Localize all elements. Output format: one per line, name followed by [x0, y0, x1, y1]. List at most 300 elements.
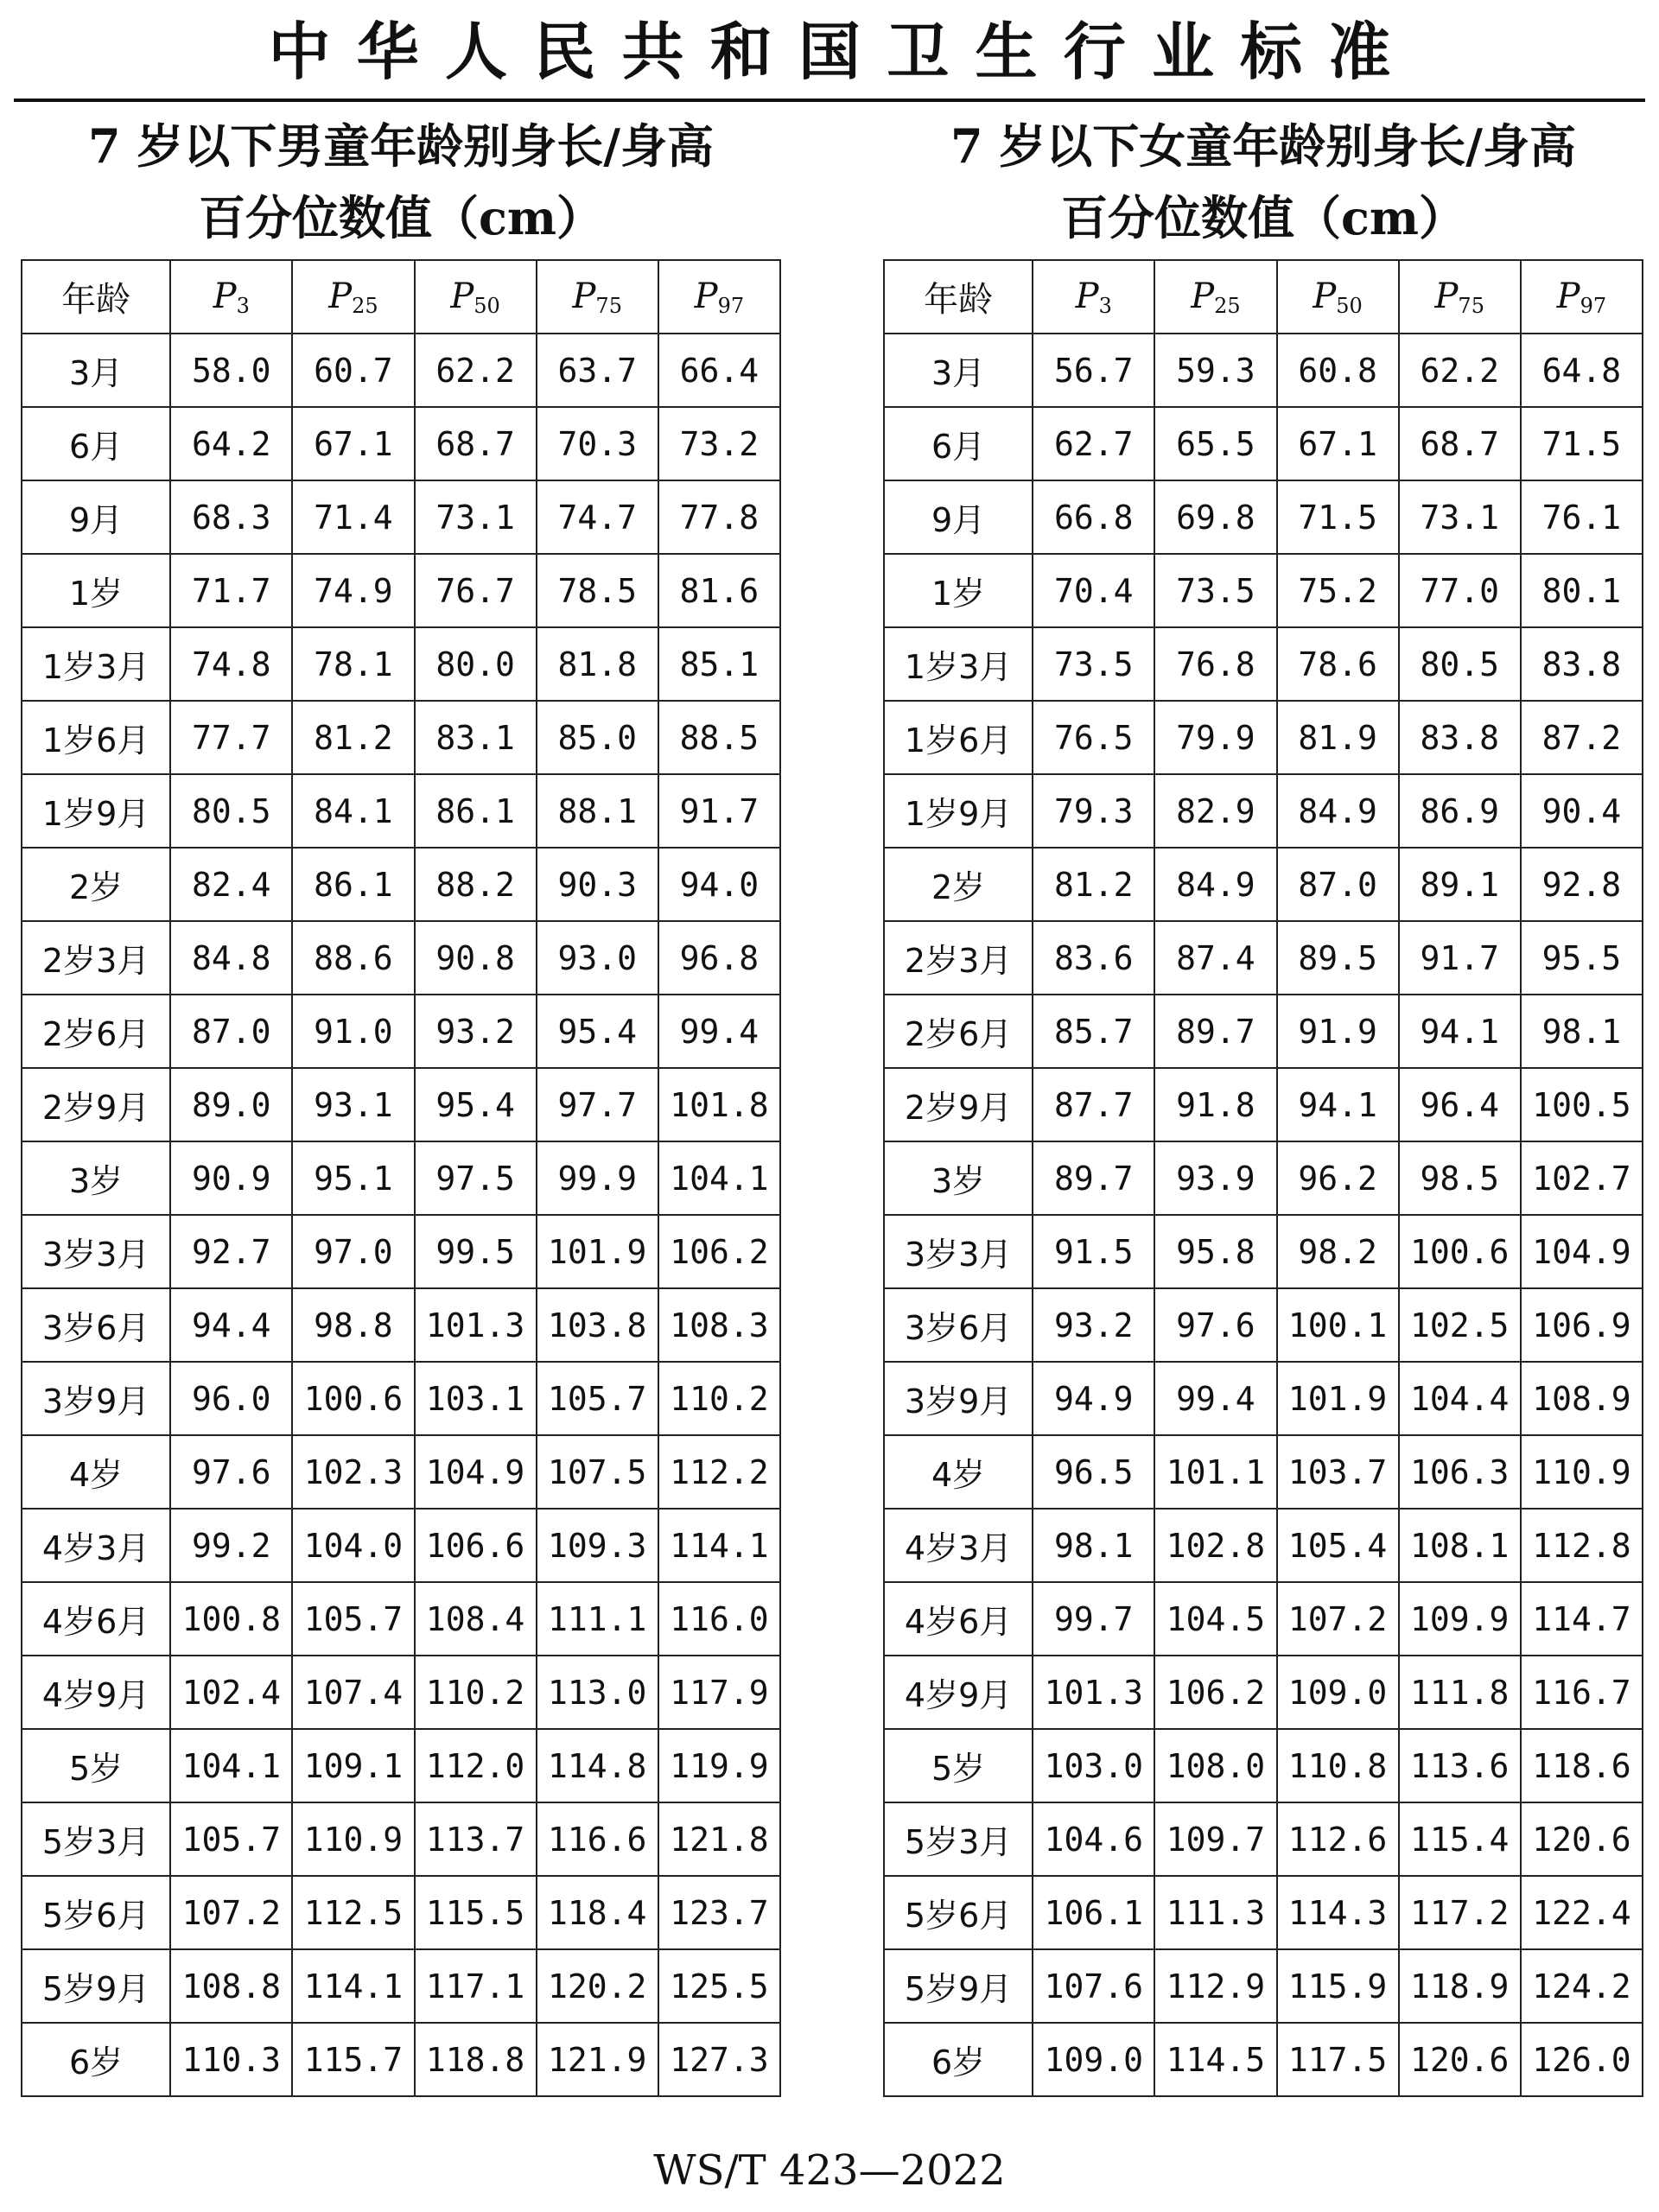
- value-cell: 88.1: [537, 774, 658, 848]
- value-cell: 81.2: [1033, 848, 1154, 921]
- age-cell: 4岁: [22, 1435, 170, 1509]
- table-row: [22, 701, 780, 774]
- table-row: [884, 1288, 1643, 1362]
- age-cell: 2岁6月: [884, 995, 1033, 1068]
- value-cell: 115.9: [1277, 1949, 1399, 2023]
- age-cell: 5岁6月: [884, 1876, 1033, 1949]
- value-cell: 68.3: [170, 480, 292, 554]
- value-cell: 97.7: [537, 1068, 658, 1141]
- table-row: [22, 407, 780, 480]
- value-cell: 81.2: [292, 701, 414, 774]
- girls-height-table: [883, 259, 1643, 2097]
- value-cell: 110.3: [170, 2023, 292, 2096]
- value-cell: 95.1: [292, 1141, 414, 1215]
- value-cell: 104.1: [658, 1141, 780, 1215]
- age-cell: 3岁: [884, 1141, 1033, 1215]
- value-cell: 90.8: [415, 921, 537, 995]
- value-cell: 71.5: [1277, 480, 1399, 554]
- value-cell: 104.5: [1154, 1582, 1276, 1656]
- value-cell: 98.1: [1521, 995, 1643, 1068]
- value-cell: 102.5: [1399, 1288, 1521, 1362]
- value-cell: 120.6: [1399, 2023, 1521, 2096]
- value-cell: 93.9: [1154, 1141, 1276, 1215]
- value-cell: 101.3: [1033, 1656, 1154, 1729]
- table-row: [22, 1141, 780, 1215]
- percentile-subscript: 97: [1580, 293, 1607, 318]
- table-row: [884, 848, 1643, 921]
- value-cell: 83.8: [1521, 627, 1643, 701]
- value-cell: 87.0: [1277, 848, 1399, 921]
- value-cell: 81.9: [1277, 701, 1399, 774]
- value-cell: 117.9: [658, 1656, 780, 1729]
- age-cell: 1岁: [22, 554, 170, 627]
- table-row: [22, 774, 780, 848]
- value-cell: 95.8: [1154, 1215, 1276, 1288]
- value-cell: 118.6: [1521, 1729, 1643, 1802]
- table-row: [884, 995, 1643, 1068]
- value-cell: 106.6: [415, 1509, 537, 1582]
- value-cell: 116.6: [537, 1802, 658, 1876]
- value-cell: 104.6: [1033, 1802, 1154, 1876]
- value-cell: 114.1: [292, 1949, 414, 2023]
- value-cell: 80.5: [170, 774, 292, 848]
- value-cell: 99.2: [170, 1509, 292, 1582]
- value-cell: 73.2: [658, 407, 780, 480]
- value-cell: 83.8: [1399, 701, 1521, 774]
- age-cell: 3岁6月: [22, 1288, 170, 1362]
- value-cell: 98.2: [1277, 1215, 1399, 1288]
- value-cell: 109.0: [1033, 2023, 1154, 2096]
- value-cell: 84.9: [1277, 774, 1399, 848]
- value-cell: 121.8: [658, 1802, 780, 1876]
- value-cell: 64.2: [170, 407, 292, 480]
- value-cell: 106.2: [658, 1215, 780, 1288]
- value-cell: 91.9: [1277, 995, 1399, 1068]
- age-cell: 5岁: [884, 1729, 1033, 1802]
- value-cell: 105.7: [170, 1802, 292, 1876]
- girls-table-subtitle: 百分位数值（cm）: [1060, 190, 1466, 245]
- age-cell: 6岁: [22, 2023, 170, 2096]
- value-cell: 106.9: [1521, 1288, 1643, 1362]
- value-cell: 64.8: [1521, 334, 1643, 407]
- value-cell: 97.6: [1154, 1288, 1276, 1362]
- value-cell: 92.7: [170, 1215, 292, 1288]
- value-cell: 105.4: [1277, 1509, 1399, 1582]
- age-cell: 3岁9月: [884, 1362, 1033, 1435]
- percentile-symbol: $P_3$: [1075, 276, 1112, 318]
- value-cell: 115.5: [415, 1876, 537, 1949]
- value-cell: 84.9: [1154, 848, 1276, 921]
- boys-table-title: 7 岁以下男童年龄别身长/身高: [87, 118, 715, 174]
- value-cell: 77.7: [170, 701, 292, 774]
- age-cell: 3岁3月: [22, 1215, 170, 1288]
- value-cell: 110.8: [1277, 1729, 1399, 1802]
- value-cell: 123.7: [658, 1876, 780, 1949]
- value-cell: 71.7: [170, 554, 292, 627]
- value-cell: 99.4: [1154, 1362, 1276, 1435]
- age-cell: 5岁6月: [22, 1876, 170, 1949]
- age-cell: 1岁3月: [884, 627, 1033, 701]
- value-cell: 87.7: [1033, 1068, 1154, 1141]
- value-cell: 102.8: [1154, 1509, 1276, 1582]
- value-cell: 100.6: [292, 1362, 414, 1435]
- value-cell: 99.5: [415, 1215, 537, 1288]
- table-row: [884, 1876, 1643, 1949]
- percentile-column-header: [658, 260, 780, 334]
- percentile-column-header: [1399, 260, 1521, 334]
- table-row: [22, 1802, 780, 1876]
- value-cell: 70.3: [537, 407, 658, 480]
- value-cell: 103.8: [537, 1288, 658, 1362]
- value-cell: 76.1: [1521, 480, 1643, 554]
- value-cell: 88.2: [415, 848, 537, 921]
- value-cell: 80.5: [1399, 627, 1521, 701]
- age-cell: 9月: [22, 480, 170, 554]
- value-cell: 109.9: [1399, 1582, 1521, 1656]
- value-cell: 93.0: [537, 921, 658, 995]
- value-cell: 104.9: [415, 1435, 537, 1509]
- value-cell: 115.7: [292, 2023, 414, 2096]
- age-cell: 4岁9月: [884, 1656, 1033, 1729]
- value-cell: 96.4: [1399, 1068, 1521, 1141]
- age-cell: 3月: [884, 334, 1033, 407]
- value-cell: 108.3: [658, 1288, 780, 1362]
- value-cell: 106.3: [1399, 1435, 1521, 1509]
- value-cell: 77.8: [658, 480, 780, 554]
- value-cell: 101.3: [415, 1288, 537, 1362]
- value-cell: 89.0: [170, 1068, 292, 1141]
- age-column-header: 年龄: [884, 260, 1033, 334]
- value-cell: 101.9: [1277, 1362, 1399, 1435]
- value-cell: 100.6: [1399, 1215, 1521, 1288]
- value-cell: 87.2: [1521, 701, 1643, 774]
- value-cell: 78.5: [537, 554, 658, 627]
- table-row: [884, 554, 1643, 627]
- age-cell: 3岁3月: [884, 1215, 1033, 1288]
- percentile-subscript: 3: [1098, 293, 1112, 318]
- percentile-subscript: 3: [236, 293, 250, 318]
- table-row: [22, 1362, 780, 1435]
- value-cell: 115.4: [1399, 1802, 1521, 1876]
- value-cell: 90.9: [170, 1141, 292, 1215]
- value-cell: 67.1: [292, 407, 414, 480]
- value-cell: 107.4: [292, 1656, 414, 1729]
- girls-section: [883, 111, 1643, 2097]
- value-cell: 89.5: [1277, 921, 1399, 995]
- age-cell: 1岁: [884, 554, 1033, 627]
- table-row: [22, 554, 780, 627]
- value-cell: 90.3: [537, 848, 658, 921]
- table-row: [22, 1435, 780, 1509]
- value-cell: 109.3: [537, 1509, 658, 1582]
- value-cell: 117.5: [1277, 2023, 1399, 2096]
- value-cell: 114.7: [1521, 1582, 1643, 1656]
- age-cell: 1岁3月: [22, 627, 170, 701]
- value-cell: 119.9: [658, 1729, 780, 1802]
- girls-table-title: 7 岁以下女童年龄别身长/身高: [950, 118, 1577, 174]
- value-cell: 112.8: [1521, 1509, 1643, 1582]
- table-row: [884, 627, 1643, 701]
- table-row: [884, 1435, 1643, 1509]
- value-cell: 70.4: [1033, 554, 1154, 627]
- value-cell: 114.5: [1154, 2023, 1276, 2096]
- value-cell: 74.9: [292, 554, 414, 627]
- value-cell: 92.8: [1521, 848, 1643, 921]
- value-cell: 93.2: [415, 995, 537, 1068]
- value-cell: 68.7: [415, 407, 537, 480]
- value-cell: 113.7: [415, 1802, 537, 1876]
- value-cell: 126.0: [1521, 2023, 1643, 2096]
- value-cell: 111.8: [1399, 1656, 1521, 1729]
- table-row: [22, 921, 780, 995]
- table-row: [884, 1068, 1643, 1141]
- value-cell: 87.4: [1154, 921, 1276, 995]
- value-cell: 118.9: [1399, 1949, 1521, 2023]
- value-cell: 85.1: [658, 627, 780, 701]
- percentile-subscript: 25: [352, 293, 378, 318]
- value-cell: 94.0: [658, 848, 780, 921]
- value-cell: 108.0: [1154, 1729, 1276, 1802]
- value-cell: 83.1: [415, 701, 537, 774]
- value-cell: 75.2: [1277, 554, 1399, 627]
- value-cell: 101.8: [658, 1068, 780, 1141]
- table-row: [22, 1288, 780, 1362]
- value-cell: 105.7: [292, 1582, 414, 1656]
- value-cell: 91.7: [1399, 921, 1521, 995]
- age-cell: 2岁3月: [22, 921, 170, 995]
- age-cell: 1岁6月: [884, 701, 1033, 774]
- table-row: [884, 1729, 1643, 1802]
- age-cell: 3岁: [22, 1141, 170, 1215]
- value-cell: 60.8: [1277, 334, 1399, 407]
- percentile-column-header: [170, 260, 292, 334]
- table-row: [884, 1509, 1643, 1582]
- age-cell: 5岁9月: [22, 1949, 170, 2023]
- value-cell: 86.1: [292, 848, 414, 921]
- percentile-symbol: $P_{75}$: [572, 276, 622, 318]
- table-row: [22, 1215, 780, 1288]
- age-cell: 5岁: [22, 1729, 170, 1802]
- table-row: [22, 1729, 780, 1802]
- percentile-column-header: [1033, 260, 1154, 334]
- value-cell: 82.4: [170, 848, 292, 921]
- value-cell: 120.2: [537, 1949, 658, 2023]
- age-cell: 1岁9月: [884, 774, 1033, 848]
- value-cell: 77.0: [1399, 554, 1521, 627]
- age-cell: 6月: [884, 407, 1033, 480]
- standard-code: WS/T 423—2022: [653, 2146, 1006, 2195]
- value-cell: 109.0: [1277, 1656, 1399, 1729]
- value-cell: 78.6: [1277, 627, 1399, 701]
- age-cell: 6岁: [884, 2023, 1033, 2096]
- age-cell: 4岁3月: [884, 1509, 1033, 1582]
- value-cell: 107.2: [1277, 1582, 1399, 1656]
- age-cell: 1岁6月: [22, 701, 170, 774]
- value-cell: 80.0: [415, 627, 537, 701]
- value-cell: 80.1: [1521, 554, 1643, 627]
- value-cell: 89.1: [1399, 848, 1521, 921]
- value-cell: 81.8: [537, 627, 658, 701]
- value-cell: 62.7: [1033, 407, 1154, 480]
- value-cell: 105.7: [537, 1362, 658, 1435]
- table-row: [22, 480, 780, 554]
- value-cell: 121.9: [537, 2023, 658, 2096]
- age-cell: 2岁: [884, 848, 1033, 921]
- value-cell: 86.9: [1399, 774, 1521, 848]
- value-cell: 113.6: [1399, 1729, 1521, 1802]
- age-cell: 2岁3月: [884, 921, 1033, 995]
- table-row: [22, 1582, 780, 1656]
- age-cell: 4岁3月: [22, 1509, 170, 1582]
- age-cell: 4岁6月: [884, 1582, 1033, 1656]
- value-cell: 85.7: [1033, 995, 1154, 1068]
- value-cell: 99.9: [537, 1141, 658, 1215]
- boys-table-subtitle: 百分位数值（cm）: [198, 190, 604, 245]
- value-cell: 120.6: [1521, 1802, 1643, 1876]
- value-cell: 71.5: [1521, 407, 1643, 480]
- value-cell: 98.8: [292, 1288, 414, 1362]
- value-cell: 89.7: [1033, 1141, 1154, 1215]
- value-cell: 116.0: [658, 1582, 780, 1656]
- value-cell: 125.5: [658, 1949, 780, 2023]
- value-cell: 107.5: [537, 1435, 658, 1509]
- value-cell: 110.2: [658, 1362, 780, 1435]
- boys-section: [21, 111, 781, 2097]
- age-cell: 3月: [22, 334, 170, 407]
- value-cell: 93.1: [292, 1068, 414, 1141]
- table-row: [22, 334, 780, 407]
- value-cell: 117.2: [1399, 1876, 1521, 1949]
- percentile-column-header: [1277, 260, 1399, 334]
- value-cell: 100.5: [1521, 1068, 1643, 1141]
- age-cell: 5岁3月: [884, 1802, 1033, 1876]
- value-cell: 81.6: [658, 554, 780, 627]
- table-row: [884, 701, 1643, 774]
- table-row: [884, 921, 1643, 995]
- table-row: [884, 1141, 1643, 1215]
- value-cell: 89.7: [1154, 995, 1276, 1068]
- value-cell: 113.0: [537, 1656, 658, 1729]
- title-rule: [14, 99, 1645, 102]
- value-cell: 102.4: [170, 1656, 292, 1729]
- table-row: [884, 1656, 1643, 1729]
- value-cell: 112.6: [1277, 1802, 1399, 1876]
- value-cell: 79.3: [1033, 774, 1154, 848]
- percentile-column-header: [292, 260, 414, 334]
- value-cell: 97.0: [292, 1215, 414, 1288]
- value-cell: 102.3: [292, 1435, 414, 1509]
- age-cell: 9月: [884, 480, 1033, 554]
- table-header-row: [22, 260, 780, 334]
- value-cell: 114.3: [1277, 1876, 1399, 1949]
- value-cell: 108.9: [1521, 1362, 1643, 1435]
- table-row: [22, 848, 780, 921]
- table-row: [22, 1068, 780, 1141]
- value-cell: 108.1: [1399, 1509, 1521, 1582]
- value-cell: 95.5: [1521, 921, 1643, 995]
- percentile-symbol: $P_3$: [213, 276, 250, 318]
- value-cell: 62.2: [415, 334, 537, 407]
- document-title: 中华人民共和国卫生行业标准: [268, 15, 1417, 88]
- age-cell: 2岁9月: [22, 1068, 170, 1141]
- value-cell: 106.1: [1033, 1876, 1154, 1949]
- age-cell: 2岁9月: [884, 1068, 1033, 1141]
- value-cell: 67.1: [1277, 407, 1399, 480]
- value-cell: 112.0: [415, 1729, 537, 1802]
- table-row: [884, 407, 1643, 480]
- table-row: [884, 334, 1643, 407]
- value-cell: 112.5: [292, 1876, 414, 1949]
- value-cell: 107.6: [1033, 1949, 1154, 2023]
- value-cell: 62.2: [1399, 334, 1521, 407]
- value-cell: 63.7: [537, 334, 658, 407]
- value-cell: 91.0: [292, 995, 414, 1068]
- table-row: [884, 1215, 1643, 1288]
- age-cell: 4岁9月: [22, 1656, 170, 1729]
- value-cell: 106.2: [1154, 1656, 1276, 1729]
- table-row: [884, 1362, 1643, 1435]
- value-cell: 98.1: [1033, 1509, 1154, 1582]
- table-row: [22, 995, 780, 1068]
- percentile-symbol: $P_{50}$: [450, 276, 500, 318]
- table-row: [884, 2023, 1643, 2096]
- value-cell: 111.1: [537, 1582, 658, 1656]
- percentile-subscript: 97: [717, 293, 745, 318]
- value-cell: 95.4: [415, 1068, 537, 1141]
- age-cell: 5岁3月: [22, 1802, 170, 1876]
- value-cell: 117.1: [415, 1949, 537, 2023]
- value-cell: 112.9: [1154, 1949, 1276, 2023]
- percentile-subscript: 25: [1214, 293, 1241, 318]
- value-cell: 100.1: [1277, 1288, 1399, 1362]
- age-cell: 2岁6月: [22, 995, 170, 1068]
- value-cell: 93.2: [1033, 1288, 1154, 1362]
- value-cell: 94.9: [1033, 1362, 1154, 1435]
- value-cell: 94.1: [1399, 995, 1521, 1068]
- table-row: [884, 774, 1643, 848]
- value-cell: 112.2: [658, 1435, 780, 1509]
- percentile-symbol: $P_{25}$: [1191, 276, 1241, 318]
- value-cell: 122.4: [1521, 1876, 1643, 1949]
- value-cell: 91.8: [1154, 1068, 1276, 1141]
- value-cell: 82.9: [1154, 774, 1276, 848]
- value-cell: 103.1: [415, 1362, 537, 1435]
- percentile-symbol: $P_{97}$: [1556, 276, 1607, 318]
- value-cell: 109.1: [292, 1729, 414, 1802]
- value-cell: 91.5: [1033, 1215, 1154, 1288]
- age-cell: 1岁9月: [22, 774, 170, 848]
- value-cell: 114.8: [537, 1729, 658, 1802]
- value-cell: 90.4: [1521, 774, 1643, 848]
- value-cell: 102.7: [1521, 1141, 1643, 1215]
- value-cell: 103.0: [1033, 1729, 1154, 1802]
- value-cell: 97.5: [415, 1141, 537, 1215]
- percentile-symbol: $P_{50}$: [1313, 276, 1363, 318]
- age-cell: 2岁: [22, 848, 170, 921]
- value-cell: 56.7: [1033, 334, 1154, 407]
- percentile-column-header: [537, 260, 658, 334]
- value-cell: 97.6: [170, 1435, 292, 1509]
- percentile-symbol: $P_{75}$: [1434, 276, 1484, 318]
- value-cell: 69.8: [1154, 480, 1276, 554]
- age-cell: 3岁6月: [884, 1288, 1033, 1362]
- age-cell: 4岁6月: [22, 1582, 170, 1656]
- value-cell: 78.1: [292, 627, 414, 701]
- percentile-subscript: 50: [1336, 293, 1363, 318]
- age-cell: 4岁: [884, 1435, 1033, 1509]
- value-cell: 98.5: [1399, 1141, 1521, 1215]
- value-cell: 88.5: [658, 701, 780, 774]
